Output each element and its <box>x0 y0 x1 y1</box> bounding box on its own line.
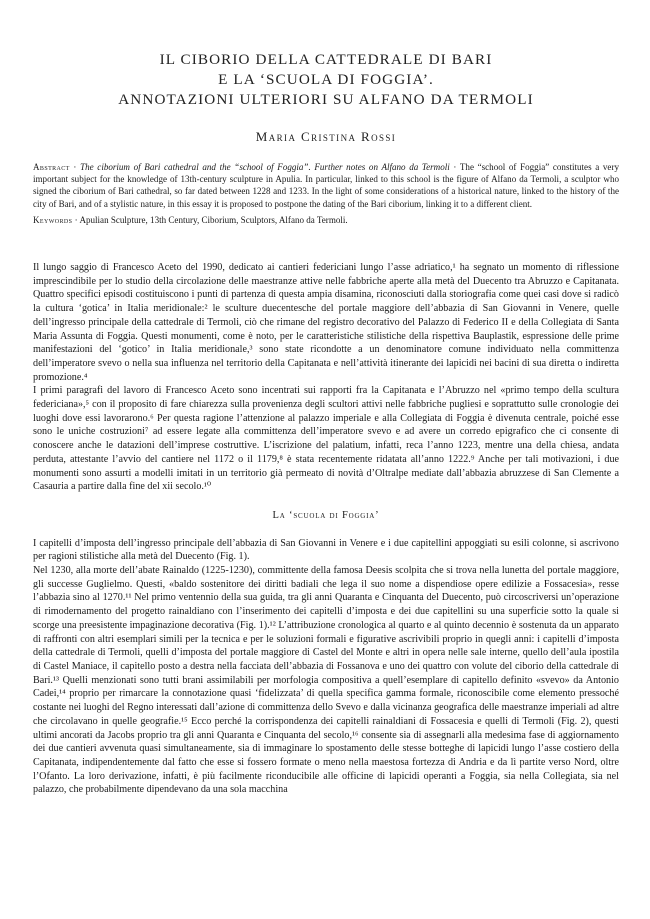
paragraph-4: Nel 1230, alla morte dell’abate Rainaldo (1225-1230), committente della famosa Deesis scolpita che si trova nella lunetta del portale maggiore, gli successe Guglielmo. Questi, «baldo sostenitore dei diritti badiali che lega il suo nome a dispendiose opere edilizie a Fossacesia», resse l’abbazia sino al 1270.¹¹ Nel primo ventennio della sua guida, tra gli anni Quaranta e Cinquanta del Duecento, può circoscriversi un’operazione di rimodernamento del progetto rainaldiano con l’inserimento dei capitelli d’imposta e dei due capitellini su una superficie sotto la quale si scorge una preesistente impaginazione decorativa (Fig. 1).¹² L’attribuzione cronologica al quarto e al quinto decennio è sostenuta da un apparato di raffronti con altri esemplari simili per la tecnica e per le soluzioni formali e figurative ascrivibili proprio in quegli anni: i capitelli d’imposta della cattedrale di Termoli, quelli d’imposta del portale maggiore di Castel del Monte e altri in opera nelle sale interne, quello dell’aula ipostila di Castel Maniace, il capitello posto a destra nella facciata dell’abbazia di Fossanova e uno dei quattro con volute del ciborio della cattedrale di Bari.¹³ Quelli menzionati sono tutti brani assimilabili per morfologia compositiva a quell’esemplare di capitello definito «svevo» da Antonio Cadei,¹⁴ proprio per rimarcare la connotazione quasi ‘fidelizzata’ di quella specifica gamma formale, riconoscibile come elemento pressoché costante nei luoghi del Regno interessati dall’azione di committenza dello Svevo e dalla vicinanza geografica delle maestranze imperiali ad altre che circolavano in quelle geografie.¹⁵ Ecco perché la corrispondenza dei capitelli rainaldiani di Fossacesia e quelli di Termoli (Fig. 2), questi ultimi ancorati da Jacobs proprio tra gli anni Quaranta e Cinquanta del secolo,¹⁶ consente sia di assegnarli alla medesima fase di aggiornamento dei due cantieri avvenuta quasi simultaneamente, sia di immaginare lo spostamento delle stesse botteghe di lapicidi lungo l’asse costiero della Capitanata, indipendentemente dal fatto che esse si fossero formate o meno nella maestosa fortezza di Andria e da lì partite verso Nord, oltre l’Ofanto. La loro derivazione, infatti, è più facilmente riconducibile alle officine di lapicidi operanti a Foggia, sia nella Collegiata, sia nel palazzo, che probabilmente dipendevano da una sola macchina <box>33 565 619 796</box>
abstract <box>33 161 619 210</box>
abstract-text: · The “school of Foggia” constitutes a very important subject for the knowledge of 13th-century sculpture in Apulia. In particular, linked to this school is the figure of Alfano da Termoli, a sculptor who signed the ciborium of Bari cathedral, so far dated between 1228 and 1233. In the light of some considerations of a historical nature, linked to the history of the city of Bari, and of a stylistic nature, in this essay it is proposed to postpone the dating of the Bari ciborium, linking it to a different client. <box>33 162 619 209</box>
paragraph-3: I capitelli d’imposta dell’ingresso principale dell’abbazia di San Giovanni in Venere e i due capitellini appoggiati su esili colonne, si ascrivono per ragioni stilistiche alla metà del Duecento (Fig. 1). <box>33 537 619 563</box>
abstract-sep: · <box>69 162 81 172</box>
keywords-text: · Apulian Sculpture, 13th Century, Ciborium, Sculptors, Alfano da Termoli. <box>72 214 348 225</box>
title-line-2: E LA ‘SCUOLA DI FOGGIA’. <box>218 71 434 88</box>
title-line-1: IL CIBORIO DELLA CATTEDRALE DI BARI <box>159 51 493 68</box>
keywords-label: Keywords <box>33 214 73 225</box>
article-title <box>33 50 619 110</box>
article-body <box>33 261 619 797</box>
title-line-3: ANNOTAZIONI ULTERIORI SU ALFANO DA TERMOLI <box>118 91 534 108</box>
section-heading: La ‘scuola di Foggia’ <box>272 509 380 521</box>
paragraph-1: Il lungo saggio di Francesco Aceto del 1990, dedicato ai cantieri federiciani lungo l’asse adriatico,¹ ha segnato un momento di riflessione imprescindibile per lo studio della circolazione delle maestranze attive nelle fabbriche aperte alla metà del Duecento tra Abruzzo e Capitanata. Quattro specifici episodi costituiscono i punti di partenza di questa ampia disamina, riconosciuti dalla storiografia come quei casi dove si radicò la cultura ‘gotica’ in Italia meridionale:² le sculture duecentesche del portale maggiore dell’abbazia di San Giovanni in Venere, quelle dell’ingresso principale della cattedrale di Termoli, ciò che rimane del registro decorativo del Palazzo di Federico II e della Collegiata di Santa Maria Assunta di Foggia. Questi monumenti, come è noto, per le caratteristiche stilistiche della rispettiva Bauplastik, espressione delle prime manifestazioni del ‘gotico’ in Italia meridionale,³ sono state ricondotte a un denominatore comune individuato nella committenza dell’imperatore svevo o nella sua influenza nel territorio della Capitanata e nell’attività itinerante dei lapicidi nei bacini di sua diretta o indiretta promozione.⁴ <box>33 262 619 383</box>
abstract-label: Abstract <box>33 162 70 172</box>
paragraph-2: I primi paragrafi del lavoro di Francesco Aceto sono incentrati sui rapporti fra la Capitanata e l’Abruzzo nel «primo tempo della scultura federiciana»,⁵ con il proposito di fare chiarezza sulla provenienza degli scultori attivi nelle fabbriche pugliesi e soprattutto sulle cronologie dei luoghi dove essi lavorarono.⁶ Per questa ragione l’attenzione al palazzo imperiale e alla Collegiata di Foggia è divenuta centrale, poiché esse sono le uniche costruzioni⁷ ad essere legate alla committenza dell’imperatore svevo e ad avere un corredo epigrafico che ci consente di conoscere anche le datazioni dell’imprese costruttive. L’iscrizione del palatium, infatti, reca l’anno 1223, mentre una della chiesa, andata perduta, attestante l’avvio del cantiere nel 1172 o il 1179,⁸ è stata recentemente ridatata all’anno 1222.⁹ Anche per tali motivazioni, i due monumenti sono assurti a modelli imitati in un territorio già permeato di novità d’Oltralpe mediate dall’abbazia abruzzese di San Clemente a Casauria a partire dalla fine del xii secolo.¹⁰ <box>33 385 619 493</box>
keywords <box>33 214 619 226</box>
abstract-english-title: The ciborium of Bari cathedral and the “school of Foggia”. Further notes on Alfano da Termoli <box>80 162 450 172</box>
author-name: Maria Cristina Rossi <box>255 129 397 144</box>
page <box>33 0 619 797</box>
